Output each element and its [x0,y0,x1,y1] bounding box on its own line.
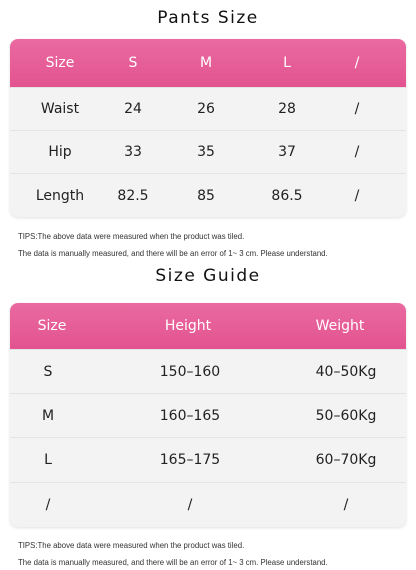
table-row-empty [10,482,406,527]
table-row-m [10,393,406,437]
row-label: Length [35,187,85,204]
table-cell: 86.5 [271,187,303,204]
table-cell: / [354,187,360,204]
size-guide-tips [18,537,408,570]
table-cell: / [354,101,360,117]
table-cell: 35 [197,144,215,160]
header-size: Size [45,55,75,71]
row-label: / [45,497,51,513]
row-label: Hip [48,144,72,160]
header-slash: / [354,55,360,71]
table-cell: 60–70Kg [315,452,377,468]
tips-line-1: TIPS:The above data were measured when the product was tiled. [18,232,245,241]
tips-line-2: The data is manually measured, and there will be an error of 1~ 3 cm. Please understand. [18,249,328,258]
table-cell: / [187,497,193,513]
row-label: M [41,407,55,424]
table-row-s [10,349,406,393]
table-cell: 82.5 [117,187,149,204]
header-size: Size [37,318,67,334]
table-cell: 160–165 [159,407,221,424]
table-cell: / [343,497,349,513]
table-cell: 165–175 [159,452,221,468]
tips-line-1: TIPS:The above data were measured when the product was tiled. [18,541,245,550]
table-cell: 33 [124,144,142,160]
size-guide-table [10,303,406,527]
table-cell: 28 [278,101,296,117]
row-label: L [44,452,52,468]
table-row-hip [10,130,406,173]
pants-size-title: Pants Size [157,8,259,28]
table-cell: 150–160 [159,363,221,380]
table-row-length [10,173,406,217]
header-height: Height [164,318,212,334]
header-m: M [199,55,213,71]
header-s: S [128,55,138,71]
size-guide-header-row [10,303,406,349]
table-cell: 37 [278,144,296,160]
pants-size-table [10,39,406,217]
pants-size-tips [18,228,408,262]
pants-size-header-row [10,39,406,87]
table-cell: 40–50Kg [315,363,377,380]
table-cell: 50–60Kg [315,407,377,424]
table-cell: 24 [124,101,142,117]
header-l: L [283,55,291,71]
size-guide-title: Size Guide [155,266,261,286]
tips-line-2: The data is manually measured, and there will be an error of 1~ 3 cm. Please understand. [18,558,328,567]
table-cell: / [354,144,360,160]
row-label: S [43,363,53,380]
header-weight: Weight [315,318,365,334]
row-label: Waist [40,101,80,117]
table-row-waist [10,87,406,130]
table-cell: 26 [197,101,215,117]
table-row-l [10,437,406,482]
table-cell: 85 [197,187,215,204]
